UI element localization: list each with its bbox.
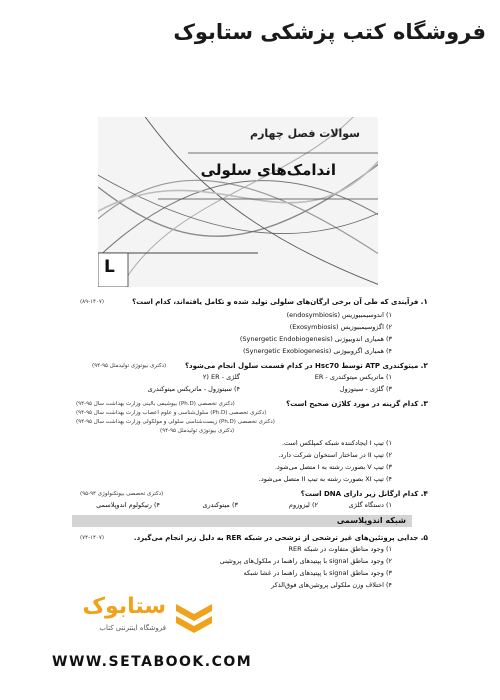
option: ۲) ER - گلژی: [202, 373, 240, 381]
option: ۳) همیاری اندوبیوژنی (Synergetic Endobiogenesis): [239, 335, 392, 343]
option: ۲) تیپ II در ساختار استخوان شرکت دارد.: [278, 451, 392, 459]
logo-name: ستابوک: [82, 594, 166, 619]
option: ۴) رتیکولوم اندوپلاسمی: [96, 501, 160, 509]
store-title: فروشگاه کتب پزشکی ستابوک: [173, 20, 486, 44]
question-4: [301, 489, 428, 499]
option: ۲) لیزوزوم: [288, 501, 318, 509]
option: ۳) تیپ V بصورت رشته به I متصل می‌شود.: [274, 463, 392, 471]
chapter-header-graphic: [98, 117, 378, 287]
option: ۳) میتوکندری: [202, 501, 238, 509]
setabook-logo: [40, 592, 220, 642]
question-number: ۳.: [420, 399, 428, 408]
option: ۱) ماتریکس میتوکندری - ER: [314, 373, 392, 381]
question-2: [185, 361, 428, 371]
question-ref: (۸۹-۱۴۰۷): [80, 299, 105, 305]
question-number: ۴.: [420, 489, 428, 498]
website-url: WWW.SETABOOK.COM: [52, 654, 253, 670]
chapter-letter: L: [104, 257, 115, 277]
section-title: شبکه اندوپلاسمی: [336, 516, 406, 525]
question-ref: (دکتری بیوتوژی تولیدمثل ۹۵-۹۴): [92, 363, 167, 369]
option: ۴) اختلاف وزن ملکولی پروتئین‌های فوق‌الذکر: [271, 581, 392, 589]
question-5: [134, 533, 428, 543]
question-note: (دکتری تخصصی (Ph.D) بیوشیمی بالینی وزارت بهداشت سال ۹۵-۹۴): [76, 401, 235, 407]
swirl-decoration: [98, 117, 378, 287]
question-text: میتوکندری ATP توسط Hsc70 در کدام قسمت سلول انجام می‌شود؟: [184, 362, 419, 370]
logo-tagline: فروشگاه اینترنتی کتاب: [99, 624, 166, 632]
option: ۴) همیاری اگزوبیوژنی (Synergetic Exobiogenesis): [242, 347, 392, 355]
logo-mark-icon: [174, 596, 214, 636]
section-header: [72, 515, 412, 527]
option: ۴) تیپ XI بصورت رشته به تیپ II متصل می‌شود.: [258, 475, 392, 483]
question-text: کدام گزینه در مورد کلاژن صحیح است؟: [286, 400, 419, 408]
question-number: ۵.: [420, 533, 428, 542]
option: ۱) دستگاه گلژی: [348, 501, 392, 509]
option: ۳) وجود مناطق signal با پپتیدهای راهنما در غشا شبکه: [243, 569, 392, 577]
chapter-title: اندامک‌های سلولی: [200, 161, 336, 179]
question-text: کدام ارگانل زیر دارای DNA است؟: [300, 490, 419, 498]
question-3: [286, 399, 428, 409]
question-ref: (۷۴-۱۴۰۷): [80, 535, 105, 541]
option: ۱) تیپ I ایجادکننده شبکه کمپلکس است.: [281, 439, 392, 447]
chapter-subtitle: سوالات فصل چهارم: [250, 127, 360, 140]
question-text: جدایی پروتئین‌های غیر ترشحی از ترشحی در شبکه RER به دلیل زیر انجام می‌گیرد.: [133, 534, 419, 542]
option: ۲) وجود مناطق signal با پپتیدهای راهنما در ملکول‌های پروتئینی: [219, 557, 392, 565]
question-1: [132, 297, 428, 307]
option: ۴) سیتوزول - ماتریکس میتوکندری: [147, 385, 240, 393]
question-note: (دکتری تخصصی (Ph.D) زیست‌شناسی سلولی و مولکولی وزارت بهداشت سال ۹۵-۹۴): [76, 419, 275, 425]
question-text: فرآیندی که طی آن برخی ارگان‌های سلولی تولید شده و تکامل یافته‌اند، کدام است؟: [132, 298, 419, 306]
question-number: ۲.: [420, 361, 428, 370]
question-number: ۱.: [420, 297, 428, 306]
question-note: (دکتری تخصصی (Ph.D) سلول‌شناسی و علوم اعصاب وزارت بهداشت سال ۹۵-۹۴): [76, 410, 267, 416]
question-ref: (دکتری تخصصی بیوتکنولوژی ۹۴-۹۵): [80, 491, 164, 497]
option: ۱) وجود مناطق متفاوت در شبکه RER: [288, 545, 392, 553]
option: ۱) اندوسیمبیوزیس (endosymbiosis): [286, 311, 392, 319]
option: ۲) اگزوسیمبیوزیس (Exosymbiosis): [289, 323, 392, 331]
option: ۳) گلژی - سیتوزول: [339, 385, 392, 393]
question-note: (دکتری بیوتوژی تولیدمثل ۹۵-۹۴): [160, 428, 235, 434]
